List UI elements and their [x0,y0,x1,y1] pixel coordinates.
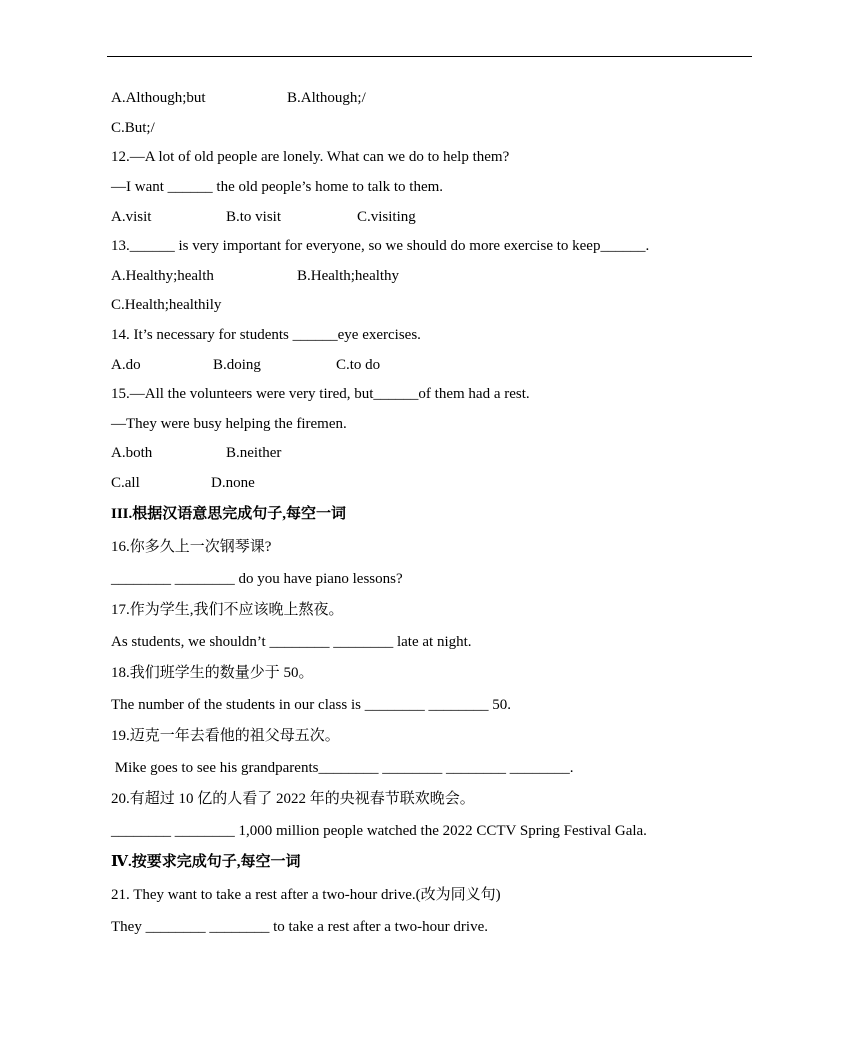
q12-option-c: C.visiting [357,209,416,225]
q15-option-b: B.neither [226,445,282,461]
section-iii-heading: III.根据汉语意思完成句子,每空一词 [111,506,347,522]
q15-options-ab [111,444,281,462]
q11-options-ab [111,89,366,107]
q14-option-b: B.doing [213,357,261,373]
q14-option-a: A.do [111,357,141,373]
q17-english: As students, we shouldn’t ________ ________ late at night. [111,634,472,650]
q21-question: 21. They want to take a rest after a two-hour drive.(改为同义句) [111,887,501,903]
q20-english: ________ ________ 1,000 million people watched the 2022 CCTV Spring Festival Gala. [111,823,647,839]
q13-option-c: C.Health;healthily [111,297,222,313]
q13-option-b: B.Health;healthy [297,268,400,284]
q14-question: 14. It’s necessary for students ______eye exercises. [111,327,421,343]
q12-question: 12.—A lot of old people are lonely. What can we do to help them? [111,149,510,165]
q13-question: 13.______ is very important for everyone, so we should do more exercise to keep______. [111,238,650,254]
q15-option-d: D.none [211,475,255,491]
q19-chinese: 19.迈克一年去看他的祖父母五次。 [111,728,340,744]
q13-options-ab [111,267,399,285]
q15-option-c: C.all [111,475,140,491]
q15-answer-line: —They were busy helping the firemen. [111,416,347,432]
q12-options [111,208,416,226]
header-rule [107,56,752,57]
q13-option-a: A.Healthy;health [111,268,214,284]
q12-option-b: B.to visit [226,209,282,225]
q16-english: ________ ________ do you have piano lessons? [111,571,403,587]
q16-chinese: 16.你多久上一次钢琴课? [111,539,272,555]
q11-option-c: C.But;/ [111,120,155,136]
q18-english: The number of the students in our class is ________ ________ 50. [111,697,511,713]
section-iv-heading: Ⅳ.按要求完成句子,每空一词 [111,854,301,870]
q12-option-a: A.visit [111,209,152,225]
q18-chinese: 18.我们班学生的数量少于 50。 [111,665,314,681]
q17-chinese: 17.作为学生,我们不应该晚上熬夜。 [111,602,344,618]
q15-options-cd [111,474,255,492]
q15-option-a: A.both [111,445,153,461]
q21-english: They ________ ________ to take a rest after a two-hour drive. [111,919,488,935]
q20-chinese: 20.有超过 10 亿的人看了 2022 年的央视春节联欢晚会。 [111,791,475,807]
q19-english: Mike goes to see his grandparents________ ________ ________ ________. [111,760,574,776]
q11-option-b: B.Although;/ [287,90,366,106]
q14-option-c: C.to do [336,357,381,373]
q12-answer-line: —I want ______ the old people’s home to talk to them. [111,179,444,195]
q14-options [111,356,380,374]
q15-question: 15.—All the volunteers were very tired, but______of them had a rest. [111,386,530,402]
q11-option-a: A.Although;but [111,90,206,106]
